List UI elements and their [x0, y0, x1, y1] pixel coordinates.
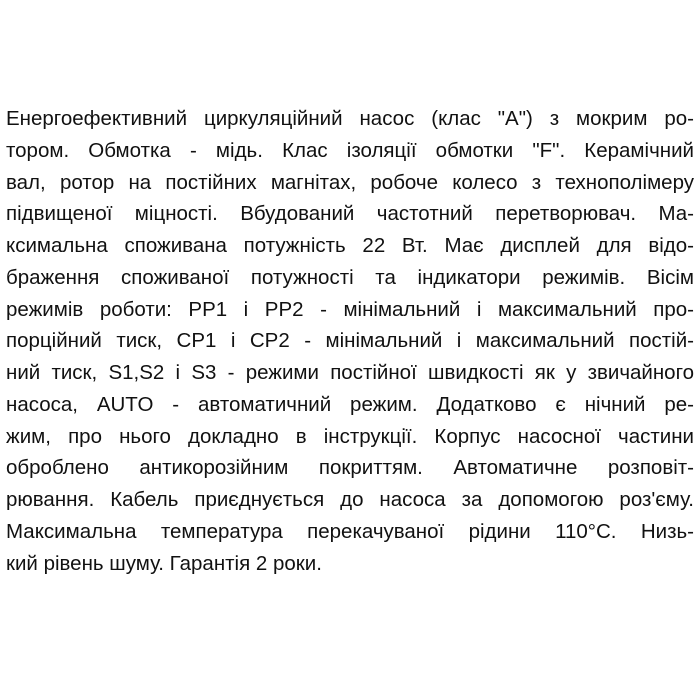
description-line: режимів роботи: PP1 і PP2 - мінімальний і максимальний про-	[6, 297, 694, 321]
description-line: браження споживаної потужності та індикатори режимів. Вісім	[6, 265, 694, 289]
description-line: жим, про нього докладно в інструкції. Корпус насосної частини	[6, 424, 694, 448]
description-line: порційний тиск, CP1 і CP2 - мінімальний і максимальний постій-	[6, 329, 694, 353]
description-line: ксимальна споживана потужність 22 Вт. Має дисплей для відо-	[6, 234, 694, 257]
description-line: вал, ротор на постійних магнітах, робоче колесо з технополімеру	[6, 170, 694, 194]
description-line: тором. Обмотка - мідь. Клас ізоляції обмотки "F". Керамічний	[6, 138, 694, 162]
description-line: оброблено антикорозійним покриттям. Автоматичне розповіт-	[6, 456, 694, 480]
description-line: насоса, AUTO - автоматичний режим. Додатково є нічний ре-	[6, 392, 694, 416]
description-line: Максимальна температура перекачуваної рідини 110°С. Низь-	[6, 519, 694, 543]
description-line: ний тиск, S1,S2 і S3 - режими постійної швидкості як у звичайного	[6, 361, 694, 384]
description-line: кий рівень шуму. Гарантія 2 роки.	[6, 551, 322, 575]
description-paragraph	[6, 103, 694, 579]
description-line: рювання. Кабель приєднується до насоса за допомогою роз'єму.	[6, 488, 694, 511]
description-line: підвищеної міцності. Вбудований частотний перетворювач. Ма-	[6, 202, 694, 226]
description-line: Енергоефективний циркуляційний насос (клас "А") з мокрим ро-	[6, 107, 694, 130]
